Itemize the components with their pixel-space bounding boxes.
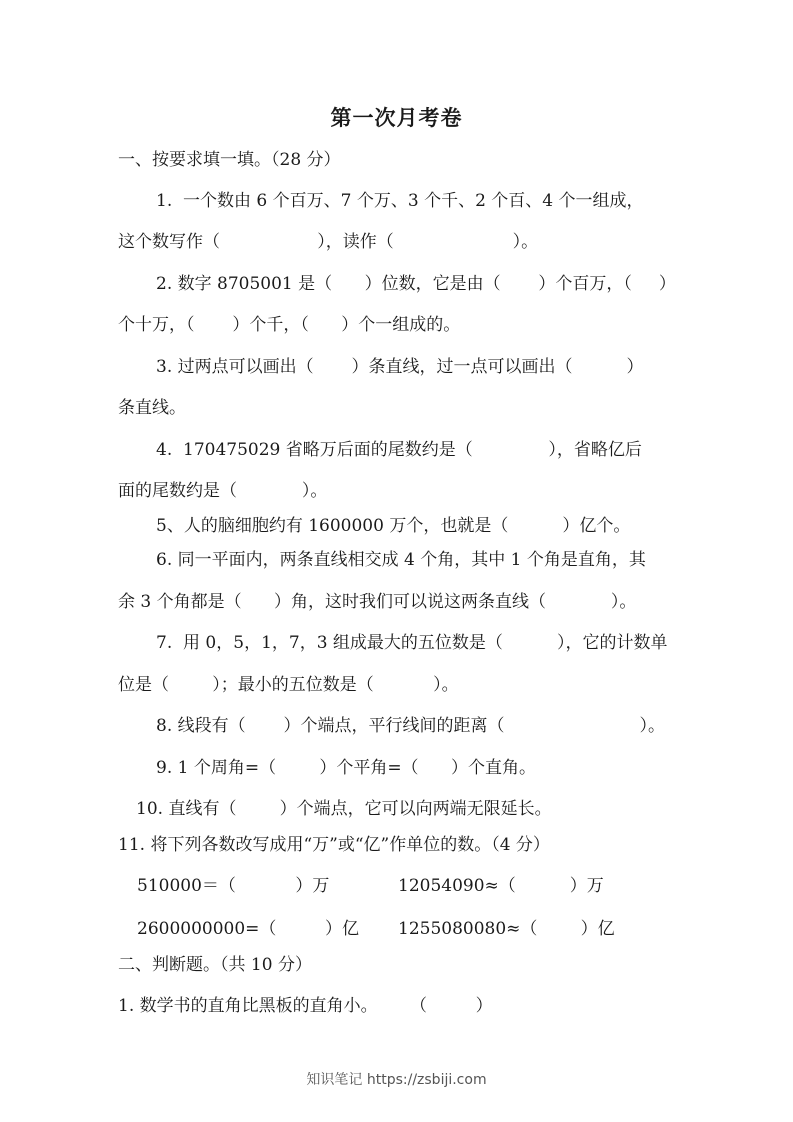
question-9: 9. 1 个周角=（ ）个平角=（ ）个直角。 xyxy=(156,758,536,778)
question-5: 5、人的脑细胞约有 1600000 万个，也就是（ ）亿个。 xyxy=(156,516,631,536)
question-1-line-2: 这个数写作（ ），读作（ ）。 xyxy=(118,232,539,252)
section-2-heading: 二、判断题。（共 10 分） xyxy=(118,955,312,975)
question-6-line-1: 6. 同一平面内，两条直线相交成 4 个角，其中 1 个角是直角，其 xyxy=(156,550,646,570)
question-2-line-2: 个十万，（ ）个千，（ ）个一组成的。 xyxy=(118,315,461,335)
question-11: 11. 将下列各数改写成用“万”或“亿”作单位的数。（4 分） xyxy=(118,835,550,855)
rewrite-item-1: 510000＝（ ）万 xyxy=(137,876,330,896)
question-4-line-2: 面的尾数约是（ ）。 xyxy=(118,481,328,501)
judgement-1: 1. 数学书的直角比黑板的直角小。 （ ） xyxy=(118,996,493,1016)
question-8: 8. 线段有（ ）个端点，平行线间的距离（ ）。 xyxy=(156,716,666,736)
question-1-line-1: 1. 一个数由 6 个百万、7 个万、3 个千、2 个百、4 个一组成， xyxy=(156,191,644,211)
question-6-line-2: 余 3 个角都是（ ）角，这时我们可以说这两条直线（ ）。 xyxy=(118,592,637,612)
exam-title: 第一次月考卷 xyxy=(330,106,463,130)
question-7-line-2: 位是（ ）；最小的五位数是（ ）。 xyxy=(118,675,459,695)
rewrite-item-2: 12054090≈（ ）万 xyxy=(398,876,604,896)
question-4-line-1: 4. 170475029 省略万后面的尾数约是（ ），省略亿后 xyxy=(156,440,642,460)
section-1-heading: 一、按要求填一填。（28 分） xyxy=(118,150,341,170)
question-10: 10. 直线有（ ）个端点，它可以向两端无限延长。 xyxy=(136,799,552,819)
footer-watermark: 知识笔记 https://zsbiji.com xyxy=(306,1072,487,1088)
question-3-line-1: 3. 过两点可以画出（ ）条直线，过一点可以画出（ ） xyxy=(156,357,644,377)
rewrite-item-4: 1255080080≈（ ）亿 xyxy=(398,919,615,939)
question-2-line-1: 2. 数字 8705001 是（ ）位数，它是由（ ）个百万，（ ） xyxy=(156,274,676,294)
rewrite-item-3: 2600000000=（ ）亿 xyxy=(137,919,360,939)
question-7-line-1: 7. 用 0，5，1，7，3 组成最大的五位数是（ ），它的计数单 xyxy=(156,633,668,653)
question-3-line-2: 条直线。 xyxy=(118,398,186,418)
